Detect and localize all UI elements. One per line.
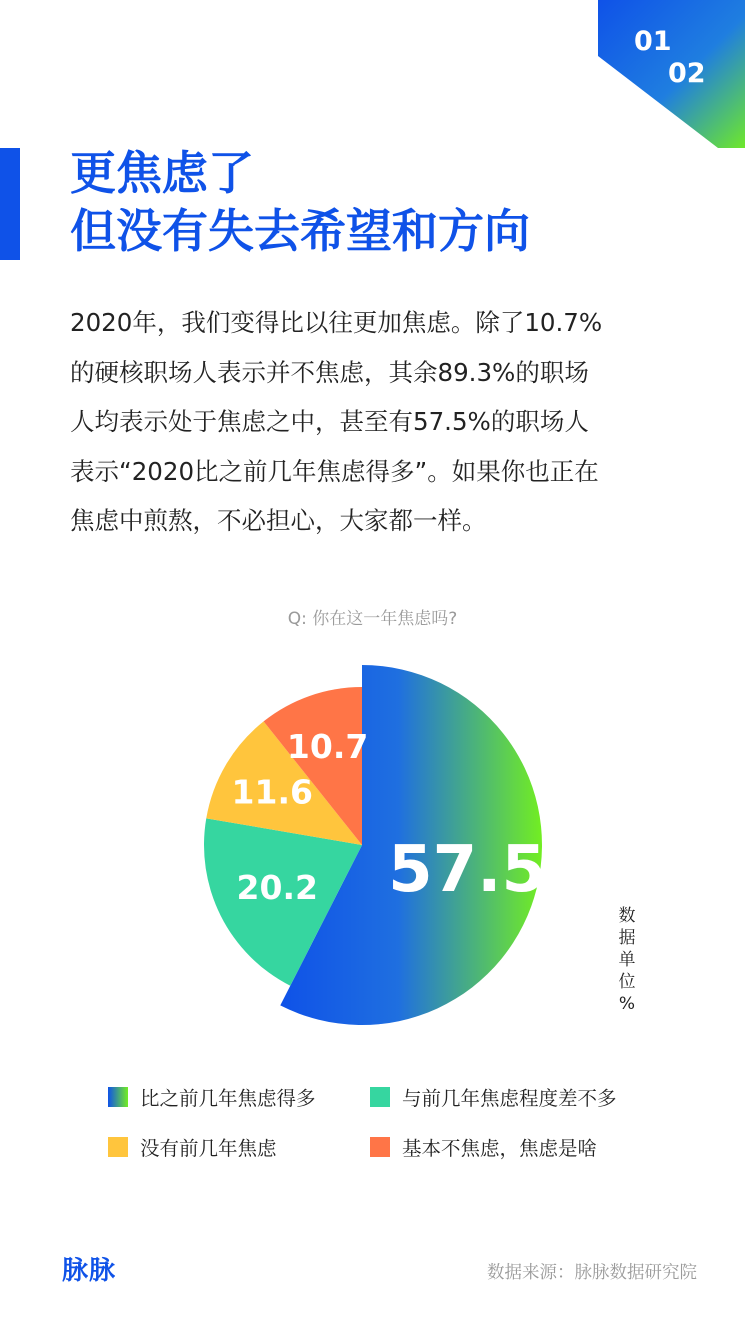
title-line-1: 更焦虑了 [70, 146, 254, 200]
unit-char-2: 据 [618, 928, 636, 948]
pie-data-label: 11.6 [231, 772, 313, 812]
body-paragraph [70, 298, 690, 546]
unit-char-4: 位 [618, 972, 636, 992]
unit-char-5: % [618, 994, 636, 1014]
legend-label: 比之前几年焦虑得多 [140, 1087, 316, 1110]
pie-data-label: 57.5 [388, 833, 546, 908]
unit-char-1: 数 [618, 906, 636, 926]
pie-data-label: 10.7 [286, 727, 369, 767]
legend-label: 没有前几年焦虑 [140, 1137, 277, 1160]
body-line-3: 人均表示处于焦虑之中，甚至有57.5%的职场人 [70, 407, 589, 436]
legend-label: 与前几年焦虑程度差不多 [402, 1087, 617, 1110]
pie-chart [180, 655, 560, 1035]
legend-swatch-orange [370, 1137, 390, 1157]
data-unit-note [614, 905, 640, 1015]
legend-label: 基本不焦虑，焦虑是啥 [402, 1137, 598, 1160]
page-number-total: 02 [668, 58, 706, 89]
brand-logo: 脉脉 [62, 1256, 117, 1286]
legend-swatch-gradient [108, 1087, 128, 1107]
legend-item-less [108, 1133, 277, 1161]
legend-swatch-yellow [108, 1137, 128, 1157]
body-line-5: 焦虑中煎熬，不必担心，大家都一样。 [70, 506, 487, 535]
legend-item-much-more [108, 1083, 316, 1111]
page-title [70, 144, 530, 260]
title-accent-bar [0, 148, 20, 260]
data-source: 数据来源：脉脉数据研究院 [487, 1263, 697, 1283]
legend-item-not-anxious [370, 1133, 597, 1161]
corner-badge [0, 0, 745, 160]
body-line-4: 表示“2020比之前几年焦虑得多”。如果你也正在 [70, 456, 599, 486]
legend-swatch-teal [370, 1087, 390, 1107]
unit-char-3: 单 [618, 950, 636, 970]
body-line-2: 的硬核职场人表示并不焦虑，其余89.3%的职场 [70, 357, 589, 387]
chart-legend [108, 1083, 708, 1183]
chart-title: Q: 你在这一年焦虑吗? [287, 609, 458, 629]
pie-data-label: 20.2 [236, 868, 318, 908]
legend-item-same [370, 1083, 617, 1111]
title-line-2: 但没有失去希望和方向 [70, 204, 530, 258]
body-line-1: 2020年，我们变得比以往更加焦虑。除了10.7% [70, 308, 603, 337]
page-number-current: 01 [634, 26, 672, 57]
